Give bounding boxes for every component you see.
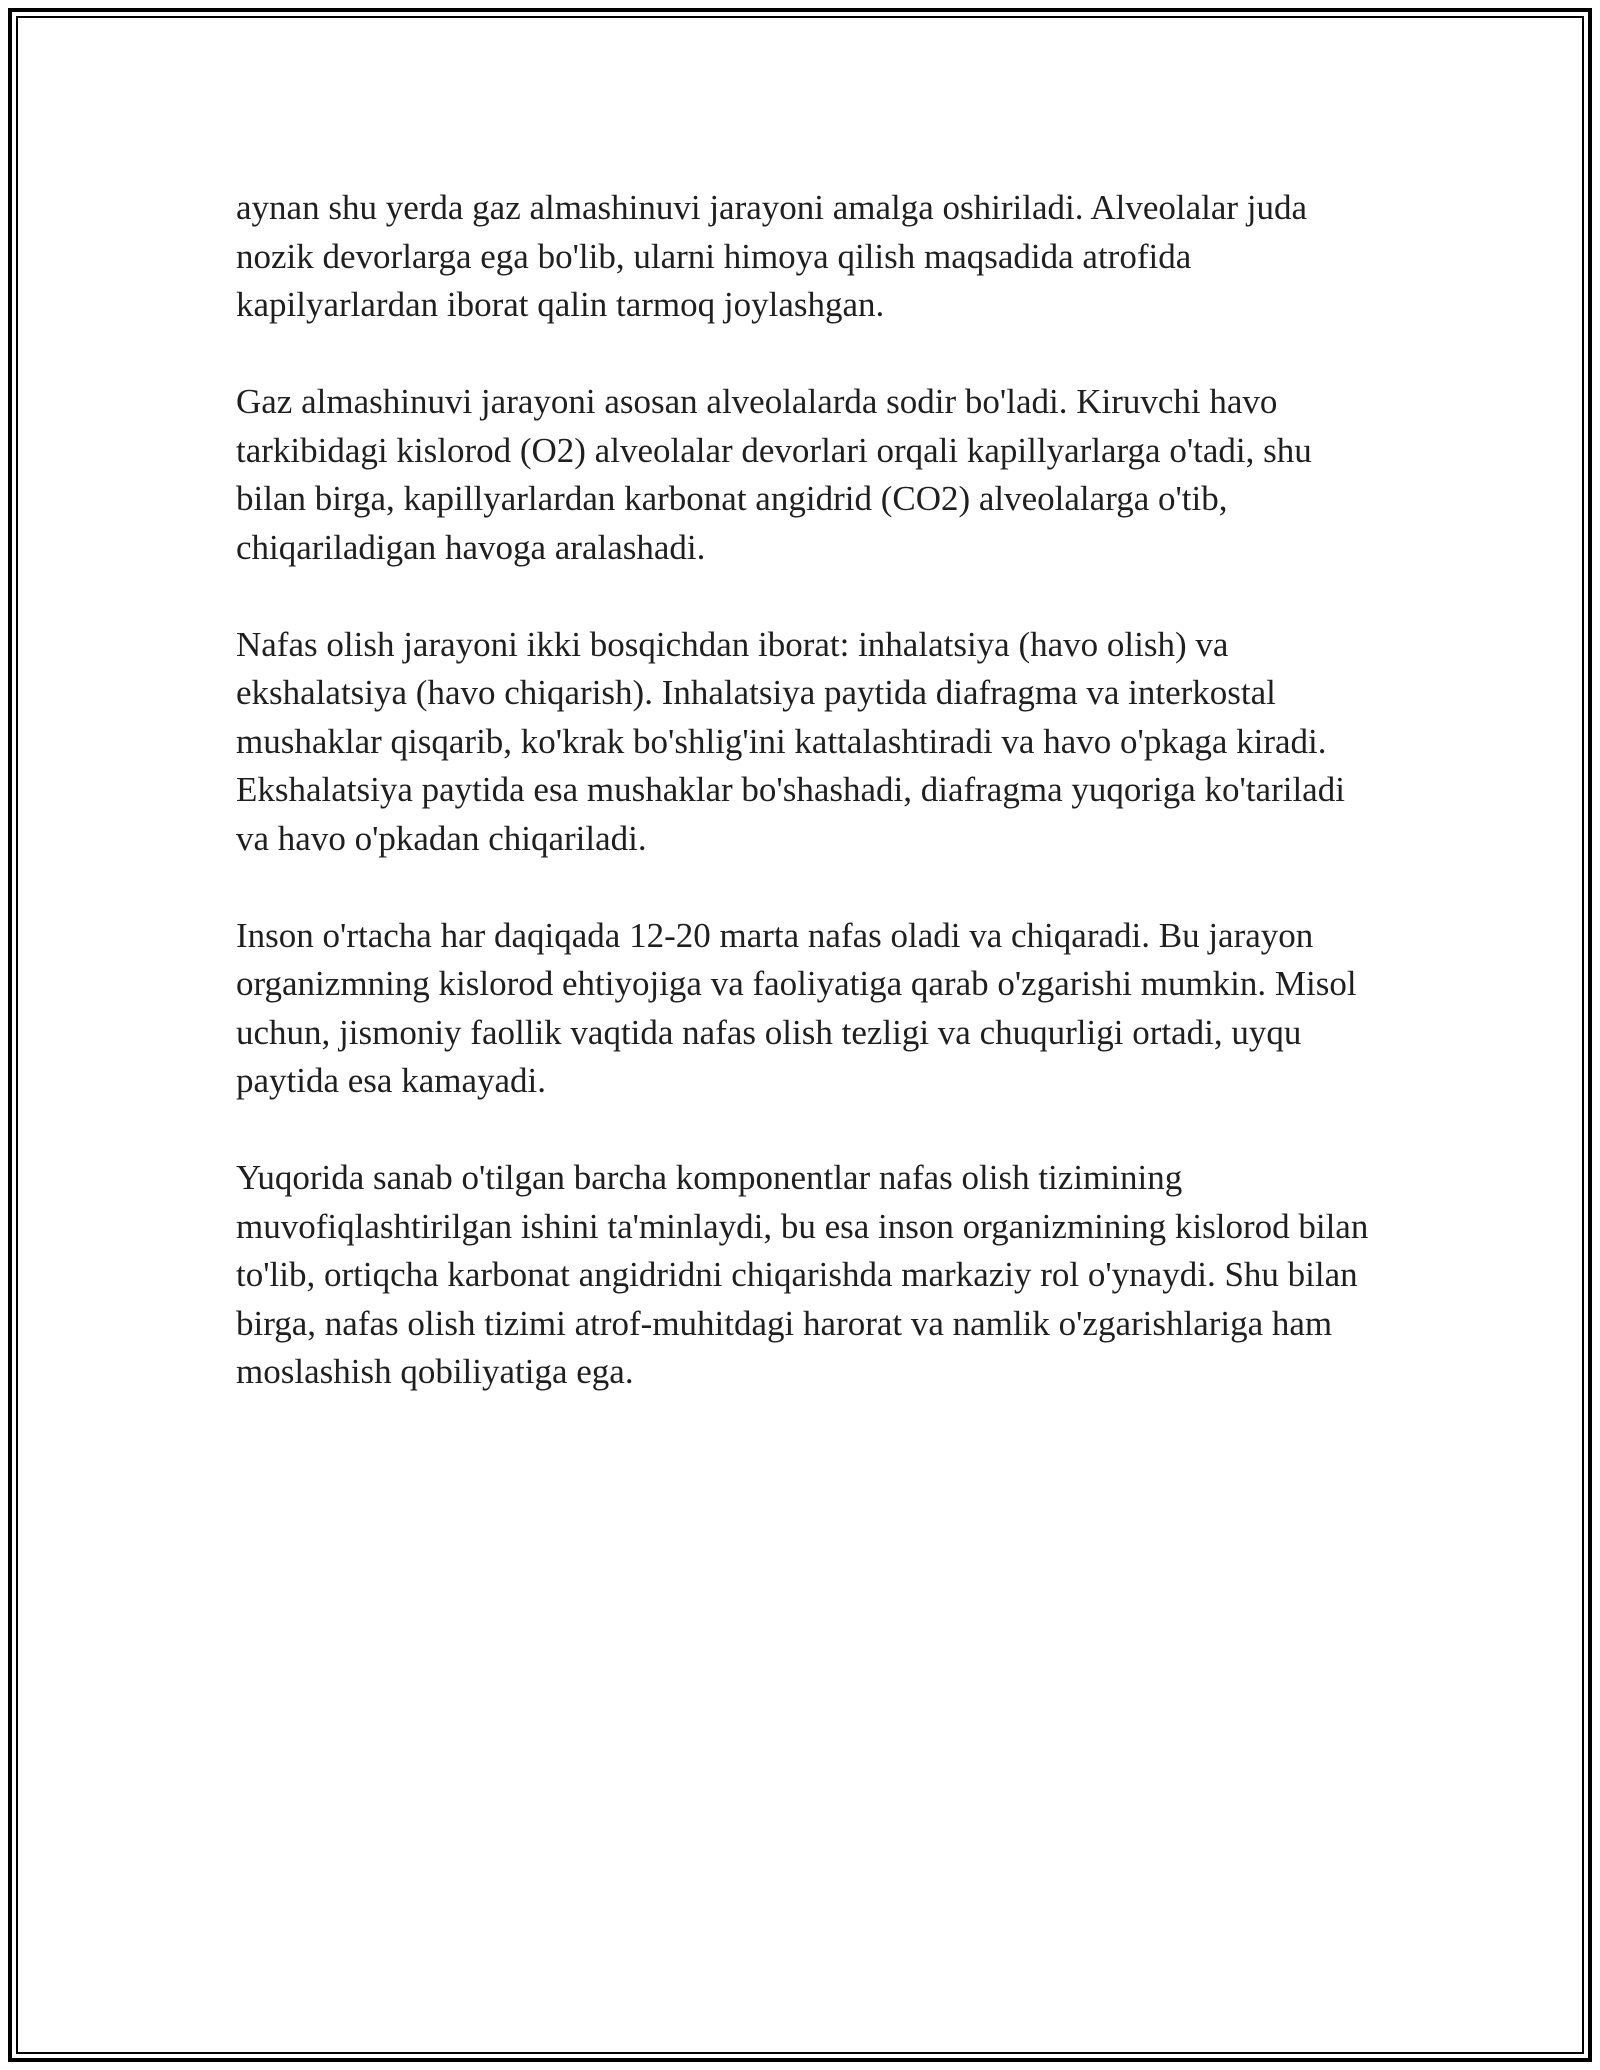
paragraph-gas-exchange-process: Gaz almashinuvi jarayoni asosan alveolalarda sodir bo'ladi. Kiruvchi havo tarkibidagi kislorod (O2) alveolalar devorlari orqali kapillyarlarga o'tadi, shu bilan birga, kapillyarlardan karbonat angidrid (CO2) alveolalarga o'tib, chiqariladigan havoga aralashadi.: [236, 382, 1312, 567]
paragraph-gas-exchange-site: aynan shu yerda gaz almashinuvi jarayoni amalga oshiriladi. Alveolalar juda nozik devorlarga ega bo'lib, ularni himoya qilish maqsadida atrofida kapilyarlardan iborat qalin tarmoq joylashgan.: [236, 188, 1308, 324]
document-body: [236, 184, 1386, 1445]
paragraph-system-summary: Yuqorida sanab o'tilgan barcha komponentlar nafas olish tizimining muvofiqlashtirilgan ishini ta'minlaydi, bu esa inson organizmining kislorod bilan to'lib, ortiqcha karbonat angidridni chiqarishda markaziy rol o'ynaydi. Shu bilan birga, nafas olish tizimi atrof-muhitdagi harorat va namlik o'zgarishlariga ham moslashish qobiliyatiga ega.: [236, 1158, 1369, 1391]
paragraph-breathing-rate: Inson o'rtacha har daqiqada 12-20 marta nafas oladi va chiqaradi. Bu jarayon organizmning kislorod ehtiyojiga va faoliyatiga qarab o'zgarishi mumkin. Misol uchun, jismoniy faollik vaqtida nafas olish tezligi va chuqurligi ortadi, uyqu paytida esa kamayadi.: [236, 915, 1357, 1100]
paragraph-breathing-phases: Nafas olish jarayoni ikki bosqichdan iborat: inhalatsiya (havo olish) va ekshalatsiya (havo chiqarish). Inhalatsiya paytida diafragma va interkostal mushaklar qisqarib, ko'krak bo'shlig'ini kattalashtiradi va havo o'pkaga kiradi. Ekshalatsiya paytida esa mushaklar bo'shashadi, diafragma yuqoriga ko'tariladi va havo o'pkadan chiqariladi.: [236, 624, 1345, 858]
